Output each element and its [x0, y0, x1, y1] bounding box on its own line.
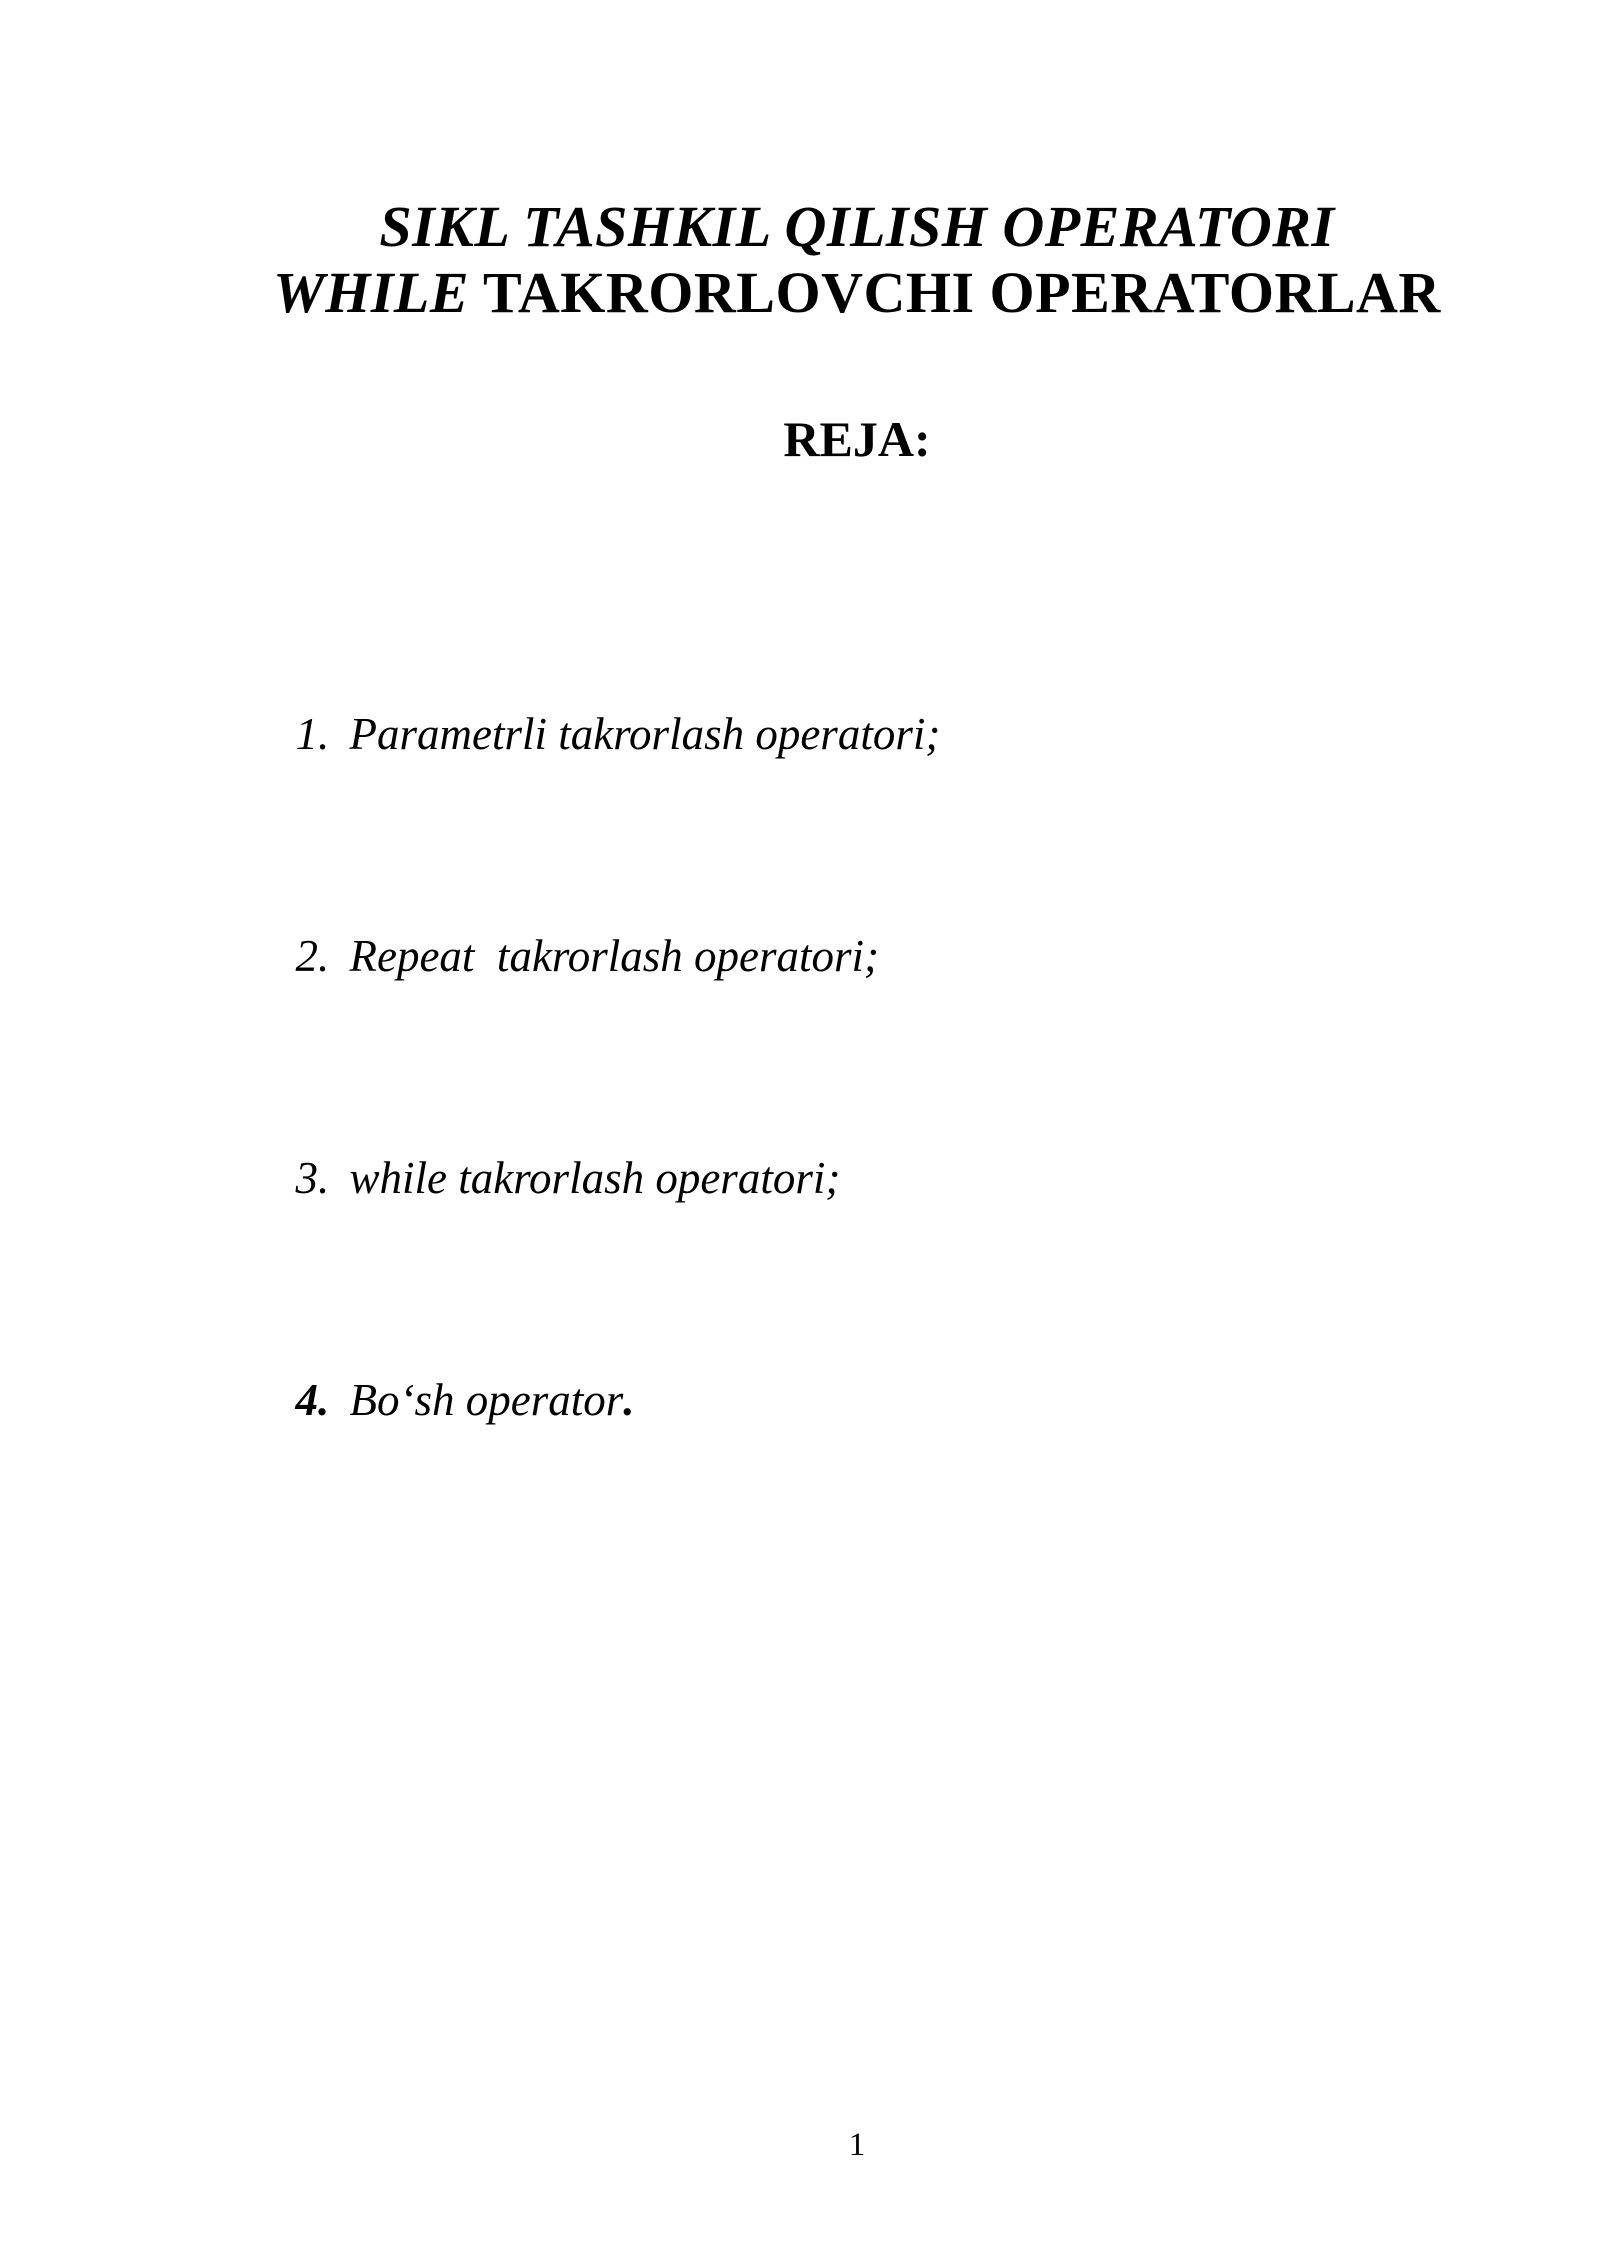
list-item	[228, 623, 940, 845]
list-item	[228, 1289, 940, 1511]
title-line-2-emphasis: WHILE	[273, 259, 470, 325]
list-marker: 1.	[295, 709, 330, 759]
list-marker: 4.	[295, 1375, 330, 1425]
list-item-text: Bo‘sh operator	[349, 1375, 624, 1425]
plan-list	[228, 623, 940, 1511]
document-title	[228, 194, 1486, 326]
reja-heading: REJA:	[783, 411, 931, 467]
list-marker: 3.	[295, 1153, 330, 1203]
title-line-2	[228, 260, 1486, 326]
page-number: 1	[848, 2127, 866, 2163]
title-line-2-rest: TAKRORLOVCHI OPERATORLAR	[469, 259, 1441, 325]
list-item-text: Parametrli takrorlash operatori;	[349, 709, 941, 759]
list-item-text: while takrorlash operatori;	[349, 1153, 841, 1203]
title-line-1: SIKL TASHKIL QILISH OPERATORI	[379, 193, 1335, 259]
list-item-text: Repeat takrorlash operatori;	[349, 931, 880, 981]
list-item	[228, 845, 940, 1067]
list-item-suffix: .	[623, 1375, 635, 1425]
list-marker: 2.	[295, 931, 330, 981]
page-footer	[228, 2126, 1486, 2164]
list-item	[228, 1067, 940, 1289]
